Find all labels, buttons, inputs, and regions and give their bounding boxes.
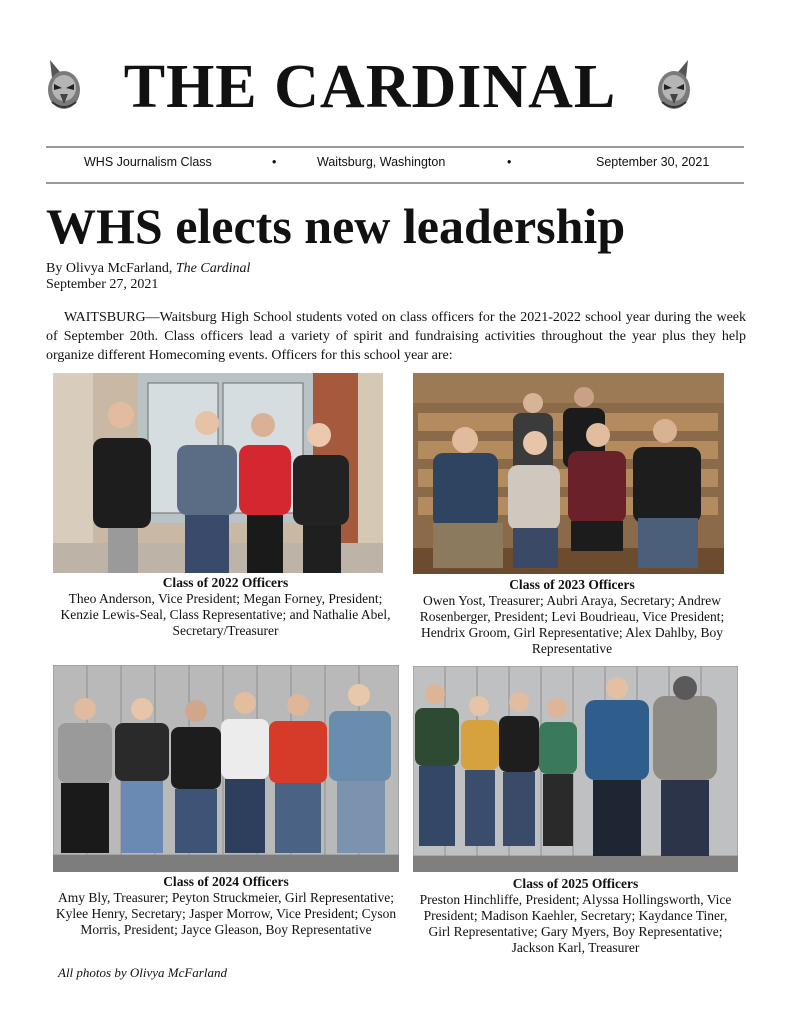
caption-text: Owen Yost, Treasurer; Aubri Araya, Secretary; Andrew Rosenberger, President; Levi Boudrieau, Vice President; Hendrix Groom, Girl Representative; Alex Dahlby, Boy Representative [419, 593, 725, 656]
issue-class-name: WHS Journalism Class [84, 155, 212, 169]
issue-date: September 30, 2021 [596, 155, 710, 169]
masthead [46, 52, 746, 122]
article-byline [46, 261, 250, 293]
class-2024-photo [53, 665, 399, 872]
class-2025-caption [413, 876, 738, 956]
bullet-separator: • [507, 155, 512, 169]
photo-credit: All photos by Olivya McFarland [58, 965, 227, 980]
class-2025-photo [413, 666, 738, 872]
cardinal-mascot-icon [656, 58, 692, 112]
article-headline: WHS elects new leadership [46, 198, 626, 254]
issue-location: Waitsburg, Washington [317, 155, 446, 169]
newspaper-title: THE CARDINAL [123, 53, 617, 121]
caption-text: Theo Anderson, Vice President; Megan Forney, President; Kenzie Lewis-Seal, Class Representative; and Nathalie Abel, Secretary/Treasurer [60, 591, 391, 638]
caption-title: Class of 2023 Officers [509, 577, 635, 592]
issue-info-bar [46, 152, 744, 174]
byline-publication: The Cardinal [175, 261, 251, 276]
article-lede: WAITSBURG—Waitsburg High School students voted on class officers for the 2021-2022 school year during the week of September 20th. Class officers lead a variety of spirit and fundraising activities throughout the year plus they help organize different Homecoming events. Officers for this school year are: [46, 310, 746, 363]
bullet-separator: • [272, 155, 277, 169]
class-2023-caption [412, 577, 732, 657]
caption-title: Class of 2024 Officers [163, 874, 289, 889]
class-2024-caption [53, 874, 399, 938]
cardinal-mascot-icon [46, 58, 82, 112]
class-2022-photo [53, 373, 383, 573]
class-2023-photo [413, 373, 724, 574]
caption-title: Class of 2022 Officers [162, 575, 289, 590]
caption-text: Preston Hinchliffe, President; Alyssa Hollingsworth, Vice President; Madison Kaehler, Secretary; Kaydance Tiner, Girl Representative; Gary Myers, Boy Representative; Jackson Karl, Treasurer [419, 892, 732, 955]
divider-top [46, 146, 744, 148]
caption-text: Amy Bly, Treasurer; Peyton Struckmeier, Girl Representative; Kylee Henry, Secretary; Jasper Morrow, Vice President; Cyson Morris, President; Jayce Gleason, Boy Representative [55, 890, 397, 937]
divider-bottom [46, 182, 744, 184]
byline-author: By Olivya McFarland, [46, 261, 176, 276]
byline-date: September 27, 2021 [46, 277, 159, 292]
caption-title: Class of 2025 Officers [512, 876, 639, 891]
class-2022-caption [53, 575, 398, 639]
